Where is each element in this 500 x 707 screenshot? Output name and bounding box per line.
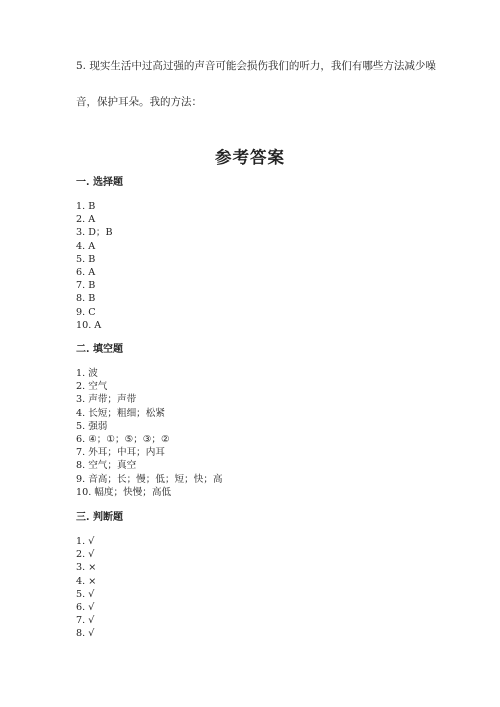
list-item: 10. 幅度；快慢；高低 <box>76 486 172 498</box>
list-item: 8. √ <box>76 628 95 640</box>
section-heading-fill-blank: 二. 填空题 <box>76 344 123 355</box>
list-item: 6. A <box>76 266 96 278</box>
list-item: 1. B <box>76 201 96 212</box>
list-item: 6. ④；①；⑤；③；② <box>76 433 170 445</box>
answer-title: 参考答案 <box>215 148 285 167</box>
list-item: 7. 外耳；中耳；内耳 <box>76 447 165 459</box>
list-item: 7. √ <box>76 615 95 627</box>
list-item: 5. B <box>76 253 96 265</box>
list-item: 3. × <box>76 562 97 574</box>
list-item: 4. × <box>76 575 97 587</box>
list-item: 5. √ <box>76 588 95 600</box>
list-item: 1. √ <box>76 536 95 547</box>
choice-answer-list <box>76 200 113 332</box>
section-heading-true-false: 三. 判断题 <box>76 512 123 523</box>
question-5-line-2: 音，保护耳朵。我的方法： <box>76 96 202 108</box>
fill-blank-answer-list <box>76 367 223 499</box>
list-item: 9. C <box>76 306 96 318</box>
list-item: 6. √ <box>76 601 95 613</box>
list-item: 4. A <box>76 240 96 252</box>
section-heading-choice: 一. 选择题 <box>76 177 123 188</box>
list-item: 1. 波 <box>76 368 98 379</box>
list-item: 3. D；B <box>76 227 113 239</box>
list-item: 5. 强弱 <box>76 420 108 432</box>
list-item: 2. √ <box>76 549 95 561</box>
list-item: 9. 音高；长；慢；低；短；快；高 <box>76 473 223 485</box>
question-5-line-1: 5. 现实生活中过高过强的声音可能会损伤我们的听力，我们有哪些方法减少噪 <box>76 60 436 72</box>
list-item: 2. 空气 <box>76 381 108 393</box>
true-false-answer-list <box>76 535 96 641</box>
list-item: 10. A <box>76 319 102 331</box>
list-item: 3. 声带；声带 <box>76 394 137 406</box>
list-item: 8. 空气；真空 <box>76 460 137 472</box>
list-item: 8. B <box>76 293 96 305</box>
list-item: 4. 长短；粗细；松紧 <box>76 407 165 419</box>
list-item: 2. A <box>76 214 96 226</box>
list-item: 7. B <box>76 280 96 292</box>
